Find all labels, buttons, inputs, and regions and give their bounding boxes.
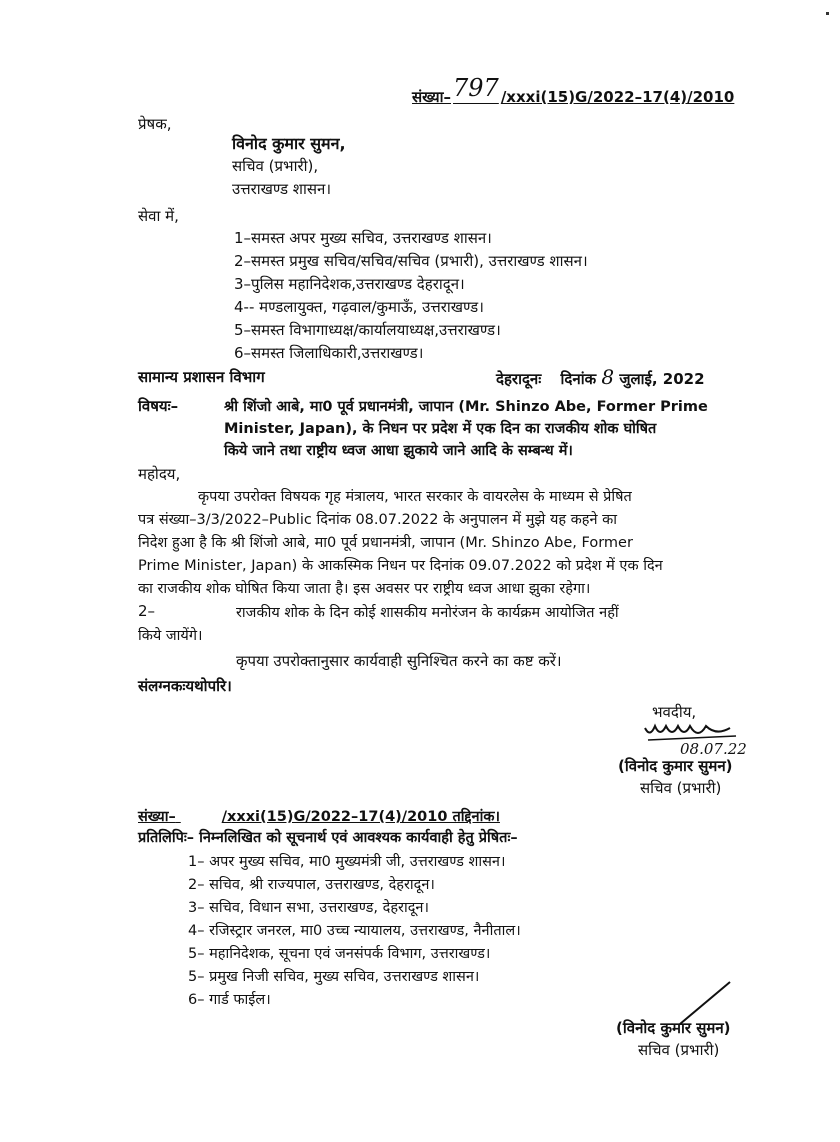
- subject-line: किये जाने तथा राष्ट्रीय ध्वज आधा झुकाये जाने आदि के सम्बन्ध में।: [224, 443, 573, 459]
- enclosure-note: संलग्नकःयथोपरि।: [138, 677, 232, 695]
- copy-item: 2– सचिव, श्री राज्यपाल, उत्तराखण्ड, देहरादून।: [188, 877, 435, 893]
- recipient-item: 3–पुलिस महानिदेशक,उत्तराखण्ड देहरादून।: [234, 275, 465, 293]
- copy-signatory-name: (विनोद कुमार सुमन): [616, 1019, 731, 1037]
- recipient-item: 2–समस्त प्रमुख सचिव/सचिव/सचिव (प्रभारी), उत्तराखण्ड शासन।: [234, 252, 588, 270]
- handwritten-date: 8: [601, 365, 615, 389]
- sender-designation: सचिव (प्रभारी),: [232, 157, 319, 175]
- body-line: किये जायेंगे।: [138, 628, 203, 644]
- copy-signatory-designation: सचिव (प्रभारी): [638, 1041, 720, 1059]
- scan-speck: [826, 12, 829, 15]
- copy-item: 1– अपर मुख्य सचिव, मा0 मुख्यमंत्री जी, उत्तराखण्ड शासन।: [188, 854, 506, 870]
- body-line: कृपया उपरोक्त विषयक गृह मंत्रालय, भारत सरकार के वायरलेस के माध्यम से प्रेषित: [198, 489, 632, 505]
- closing-request: कृपया उपरोक्तानुसार कार्यवाही सुनिश्चित करने का कष्ट करें।: [236, 652, 562, 670]
- body-line: Prime Minister, Japan) के आकस्मिक निधन पर दिनांक 09.07.2022 को प्रदेश में एक दिन: [138, 558, 663, 574]
- copy-item: 3– सचिव, विधान सभा, उत्तराखण्ड, देहरादून।: [188, 900, 429, 916]
- sender-office: उत्तराखण्ड शासन।: [232, 180, 332, 198]
- recipient-item: 1–समस्त अपर मुख्य सचिव, उत्तराखण्ड शासन।: [234, 229, 492, 247]
- salutation: महोदय,: [138, 465, 181, 483]
- sender-name: विनोद कुमार सुमन,: [232, 134, 346, 153]
- subject-line: श्री शिंजो आबे, मा0 पूर्व प्रधानमंत्री, जापान (Mr. Shinzo Abe, Former Prime: [224, 399, 708, 415]
- sender-label: प्रेषक,: [138, 115, 172, 133]
- subject-line: Minister, Japan), के निधन पर प्रदेश में एक दिन का राजकीय शोक घोषित: [224, 421, 657, 437]
- signatory-name: (विनोद कुमार सुमन): [618, 757, 733, 775]
- letter-date: देहरादूनः दिनांक 8 जुलाई, 2022: [496, 365, 705, 389]
- subject-label: विषयः–: [138, 397, 179, 415]
- signatory-designation: सचिव (प्रभारी): [640, 779, 722, 797]
- reference-number: संख्या–797 /xxxi(15)G/2022–17(4)/2010: [412, 74, 735, 106]
- recipient-item: 5–समस्त विभागाध्यक्ष/कार्यालयाध्यक्ष,उत्तराखण्ड।: [234, 321, 501, 339]
- copy-item: 4– रजिस्ट्रार जनरल, मा0 उच्च न्यायालय, उत्तराखण्ड, नैनीताल।: [188, 923, 521, 939]
- copy-intro: प्रतिलिपिः– निम्नलिखित को सूचनार्थ एवं आवश्यक कार्यवाही हेतु प्रेषितः–: [138, 830, 518, 846]
- body-line: पत्र संख्या–3/3/2022–Public दिनांक 08.07.2022 के अनुपालन में मुझे यह कहने का: [138, 512, 618, 528]
- body-line: निदेश हुआ है कि श्री शिंजो आबे, मा0 पूर्व प्रधानमंत्री, जापान (Mr. Shinzo Abe, Former: [138, 535, 633, 551]
- handwritten-signature-date: 08.07.22: [680, 740, 747, 758]
- recipient-item: 6–समस्त जिलाधिकारी,उत्तराखण्ड।: [234, 344, 424, 362]
- body-line: राजकीय शोक के दिन कोई शासकीय मनोरंजन के कार्यक्रम आयोजित नहीं: [236, 605, 619, 621]
- valediction: भवदीय,: [652, 703, 697, 721]
- copy-item: 6– गार्ड फाईल।: [188, 992, 271, 1008]
- recipient-item: 4-- मण्डलायुक्त, गढ़वाल/कुमाऊँ, उत्तराखण्ड।: [234, 298, 484, 316]
- copy-reference: संख्या– /xxxi(15)G/2022–17(4)/2010 तद्दिनांक।: [138, 809, 500, 825]
- paragraph-number: 2–: [138, 602, 156, 620]
- body-line: का राजकीय शोक घोषित किया जाता है। इस अवसर पर राष्ट्रीय ध्वज आधा झुका रहेगा।: [138, 581, 591, 597]
- handwritten-ref-number: 797: [453, 74, 499, 102]
- copy-item: 5– प्रमुख निजी सचिव, मुख्य सचिव, उत्तराखण्ड शासन।: [188, 969, 480, 985]
- recipients-label: सेवा में,: [138, 207, 179, 225]
- copy-item: 5– महानिदेशक, सूचना एवं जनसंपर्क विभाग, उत्तराखण्ड।: [188, 946, 491, 962]
- department-name: सामान्य प्रशासन विभाग: [138, 368, 265, 386]
